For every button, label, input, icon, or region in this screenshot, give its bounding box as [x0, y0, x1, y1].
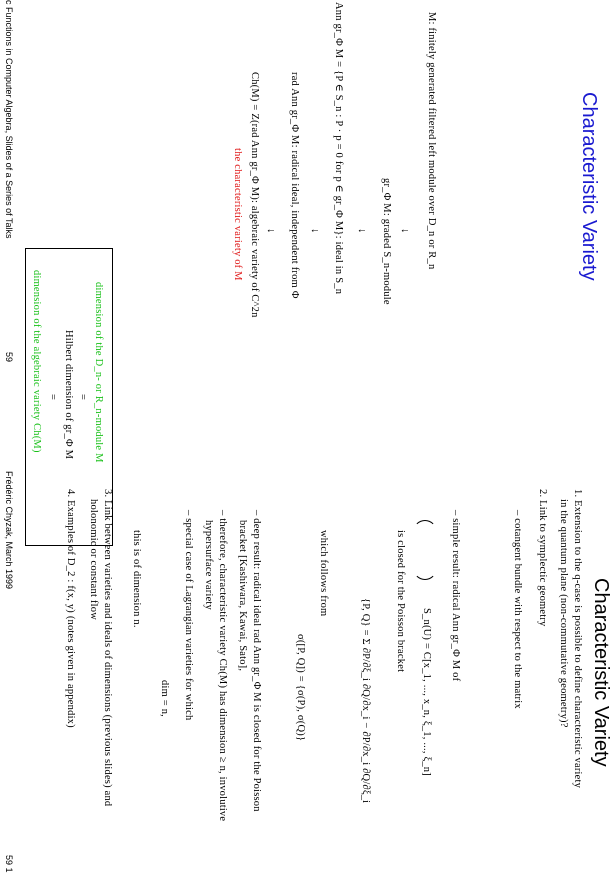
- slide-line-highlight: the characteristic variety of M: [232, 148, 243, 281]
- footer-right-page: 59 1: [4, 855, 14, 873]
- slide-formula: dim = n,: [159, 680, 170, 717]
- slide-item: hypersurface variety: [203, 520, 214, 610]
- slide-item: this is of dimension n.: [131, 530, 142, 628]
- box-line: dimension of the algebraic variety Ch(M): [31, 270, 42, 453]
- slide-line: rad Ann gr_Φ M: radical ideal, independent from Φ: [289, 72, 300, 299]
- slide-title-bottom: Characteristic Variety: [590, 578, 612, 767]
- slide-item: – deep result: radical ideal rad Ann gr_Φ M is closed for the Poisson: [251, 510, 262, 812]
- footer-left-page: 59: [4, 352, 14, 363]
- slide-line: gr_Φ M: graded S_n-module: [381, 178, 392, 305]
- slide-item: in the quantum plane (non-commutative geometry)?: [558, 499, 569, 728]
- slide-item: 1. Extension to the q-case is possible to define characteristic variety: [572, 489, 583, 789]
- matrix-bracket: [413, 520, 437, 580]
- slide-line: M: finitely generated filtered left module over D_n or R_n: [426, 12, 437, 270]
- slide-line: Ann gr_Φ M = {P ∈ S_n : P · p = 0 for p ∈ gr_Φ M}: ideal in S_n: [333, 2, 344, 295]
- slide-item: – cotangent bundle with respect to the matrix: [512, 510, 523, 709]
- slide-item: bracket [Kashiwara, Kawai, Sato],: [237, 520, 248, 672]
- slide-formula: σ([P, Q]) = {σ(P), σ(Q)}: [295, 634, 306, 742]
- slide-item: 3. Link between varieties and ideals of dimensions (previous slides) and: [102, 489, 113, 807]
- box-equals: =: [47, 394, 58, 401]
- box-line: dimension of the D_n- or R_n-module M: [93, 282, 104, 463]
- footer-left-text: c Functions in Computer Algebra, Slides of a Series of Talks: [4, 0, 14, 239]
- slide-item: 4. Examples of D_2 : f(x, y) (notes given in appendix): [65, 489, 76, 728]
- slide-item: which follows from: [318, 530, 329, 617]
- arrow-down: ↓: [265, 228, 276, 234]
- slide-item: – therefore, characteristic variety Ch(M) has dimension ≥ n, involutive: [217, 510, 228, 822]
- arrow-down: ↓: [356, 228, 367, 234]
- slide-item: 2. Link to symplectic geometry: [537, 489, 548, 627]
- arrow-down: ↓: [399, 228, 410, 234]
- slide-formula: S_n(U) = C[x_1, ..., x_n, ξ_1, ..., ξ_n]: [421, 608, 432, 776]
- box-equals: =: [77, 394, 88, 401]
- box-line: Hilbert dimension of gr_Φ M: [63, 330, 74, 460]
- slide-title-top: Characteristic Variety: [578, 92, 600, 281]
- footer-right-author: Frédéric Chyzak, March 1999: [4, 471, 14, 590]
- slide-item: is closed for the Poisson bracket: [395, 530, 406, 673]
- slide-formula: {P, Q} = Σ ∂P/∂ξ_i ∂Q/∂x_i − ∂P/∂x_i ∂Q/∂ξ_i: [360, 598, 371, 804]
- slide-item: – special case of Lagrangian varieties for which: [183, 510, 194, 721]
- arrow-down: ↓: [309, 228, 320, 234]
- slide-item: holonomic or constant flow: [88, 499, 99, 620]
- slide-item: – simple result: radical Ann gr_Φ M of: [450, 510, 461, 682]
- slide-line: Ch(M) = Z(rad Ann gr_Φ M): algebraic variety of C^2n: [249, 72, 260, 318]
